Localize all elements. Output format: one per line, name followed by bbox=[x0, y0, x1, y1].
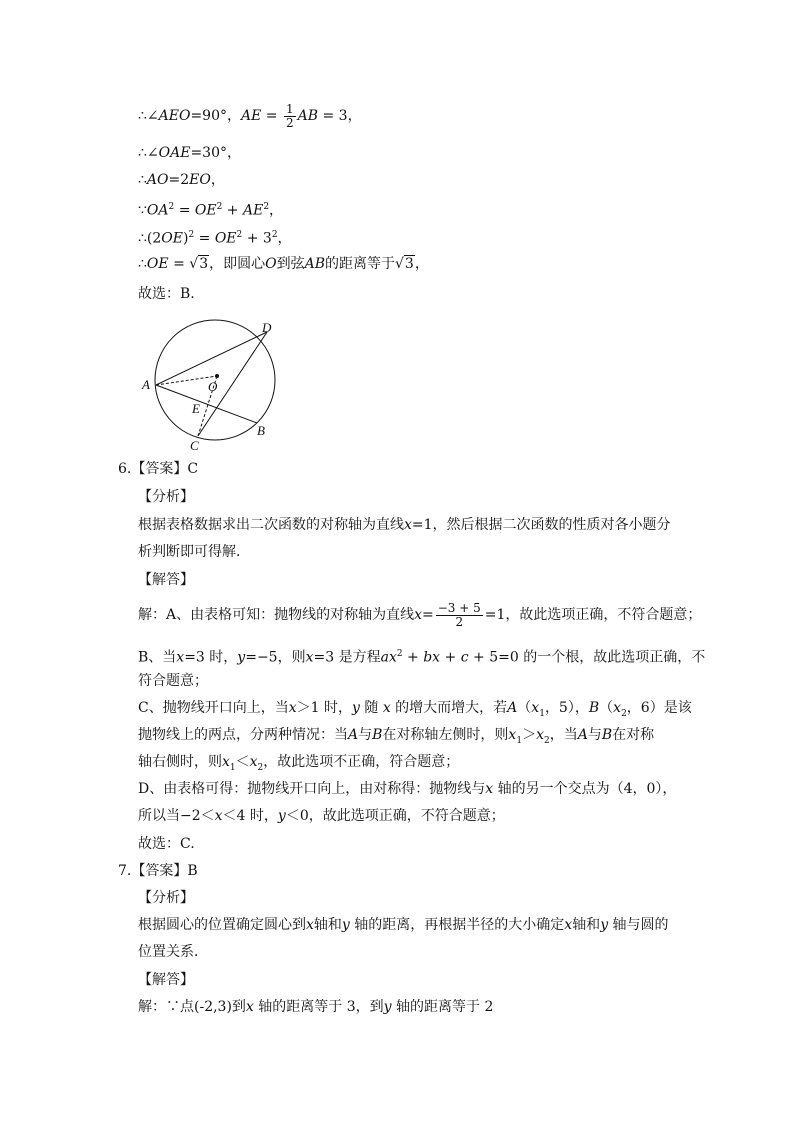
text: ， bbox=[210, 172, 225, 188]
text: 所以当−2＜ bbox=[138, 808, 215, 824]
text: ，即圆心 bbox=[209, 256, 266, 272]
text: =2 bbox=[168, 172, 190, 188]
radicand: 3 bbox=[199, 256, 209, 272]
text: = bbox=[174, 202, 195, 219]
q5-line-1 bbox=[138, 102, 362, 130]
text: x bbox=[305, 649, 314, 666]
subscript: 2 bbox=[257, 762, 264, 773]
text: ，当 bbox=[549, 727, 578, 743]
text: A bbox=[507, 700, 518, 716]
text: ， bbox=[277, 230, 292, 247]
text: =−5，则 bbox=[245, 649, 306, 666]
q6-solution-line-7 bbox=[138, 779, 676, 799]
text: + bbox=[402, 649, 424, 666]
text: x bbox=[508, 727, 517, 743]
q6-solution-line-2 bbox=[138, 644, 705, 668]
text: x bbox=[485, 781, 494, 797]
text: 故选：B. bbox=[138, 286, 195, 302]
text: 在对称轴左侧时，则 bbox=[382, 727, 509, 743]
text: = 3， bbox=[318, 108, 362, 124]
text: OE bbox=[146, 256, 169, 272]
text: ， bbox=[414, 256, 429, 272]
label-C: C bbox=[190, 438, 199, 453]
text: + bbox=[440, 649, 461, 666]
text: 轴的距离等于 3，到 bbox=[253, 999, 384, 1015]
text: =1，故此选项正确，不符合题意； bbox=[484, 607, 702, 623]
text: 的增大而增大，若 bbox=[390, 700, 508, 716]
text: （ bbox=[517, 700, 532, 716]
text: ∴∠ bbox=[138, 108, 159, 124]
text: 的距离等于 bbox=[325, 256, 395, 272]
text: = bbox=[261, 108, 282, 124]
text: O bbox=[265, 256, 277, 272]
text: OE bbox=[214, 230, 237, 247]
text: ，故此选项不正确，符合题意； bbox=[263, 754, 460, 770]
text: OA bbox=[146, 202, 169, 219]
fraction-one-half bbox=[284, 103, 296, 130]
text: 轴右侧时，则 bbox=[138, 754, 222, 770]
section-label: 【解答】 bbox=[138, 972, 194, 988]
numerator: 1 bbox=[285, 101, 294, 116]
text: 与 bbox=[358, 727, 373, 743]
q7-analysis-line-1 bbox=[138, 915, 669, 935]
text: ＜0，故此选项正确，不符合题意； bbox=[285, 808, 505, 824]
text: ∵ bbox=[138, 202, 147, 219]
q5-line-3 bbox=[138, 170, 225, 190]
text: D、由表格可得：抛物线开口向上，由对称得：抛物线与 bbox=[138, 781, 486, 797]
text: x bbox=[222, 754, 230, 770]
text: ax bbox=[380, 649, 397, 666]
text: 轴与圆的 bbox=[608, 917, 669, 933]
text: ∴ bbox=[138, 172, 147, 188]
subscript: 1 bbox=[229, 762, 236, 773]
text: 轴的距离，再根据半径的大小确定 bbox=[349, 917, 565, 933]
text: =3 时， bbox=[184, 649, 238, 666]
text: 位置关系． bbox=[138, 944, 208, 960]
q6-solution-line-8 bbox=[138, 806, 505, 826]
text: AE bbox=[241, 108, 262, 124]
text: ，5）， bbox=[544, 700, 589, 716]
q5-line-5 bbox=[138, 225, 292, 249]
text: =90°， bbox=[190, 108, 241, 124]
text: EO bbox=[189, 172, 211, 188]
text: y bbox=[277, 808, 286, 824]
text: x bbox=[176, 649, 185, 666]
text: = bbox=[422, 607, 434, 623]
denominator: 2 bbox=[285, 115, 294, 130]
text: x bbox=[531, 700, 540, 716]
text: AB bbox=[304, 256, 325, 272]
text: x bbox=[536, 727, 544, 743]
label-A: A bbox=[142, 377, 150, 392]
q6-analysis-line-1 bbox=[138, 515, 671, 535]
text: 在对称 bbox=[612, 727, 655, 743]
superscript: 2 bbox=[168, 202, 175, 212]
text: ) bbox=[182, 230, 189, 247]
text: 随 bbox=[359, 700, 383, 716]
q6-solution-line-3 bbox=[138, 671, 208, 691]
circle-geometry-figure bbox=[136, 316, 296, 456]
denominator: 2 bbox=[455, 614, 464, 629]
text: ＜ bbox=[235, 754, 250, 770]
superscript: 2 bbox=[263, 202, 270, 212]
sqrt-3: √3 bbox=[395, 256, 414, 272]
text: y bbox=[600, 917, 609, 933]
text: x bbox=[214, 808, 223, 824]
text: = bbox=[194, 230, 215, 247]
text: C、抛物线开口向上，当 bbox=[138, 700, 289, 716]
text: 故选：C. bbox=[138, 836, 195, 852]
subscript: 1 bbox=[539, 708, 545, 719]
q6-header bbox=[118, 459, 198, 479]
text: x bbox=[306, 917, 314, 933]
text: ∴(2 bbox=[138, 230, 162, 247]
text: ∴ bbox=[138, 256, 147, 272]
text: = bbox=[168, 256, 190, 272]
q6-solution-line-4 bbox=[138, 698, 692, 724]
text: x bbox=[382, 700, 391, 716]
q7-solution-line-1 bbox=[138, 997, 493, 1017]
sqrt-3: √3 bbox=[189, 256, 209, 272]
text: 轴和 bbox=[313, 917, 342, 933]
text: B bbox=[601, 727, 613, 743]
q7-header bbox=[118, 861, 198, 881]
text: x bbox=[245, 999, 254, 1015]
text: =1，然后根据二次函数的性质对各小题分 bbox=[411, 517, 671, 533]
text: 与 bbox=[587, 727, 602, 743]
q6-solution-line-5 bbox=[138, 725, 654, 751]
q6-solution-label bbox=[138, 570, 194, 590]
superscript: 2 bbox=[188, 230, 195, 240]
text: A bbox=[577, 727, 588, 743]
text: x bbox=[288, 700, 297, 716]
superscript: 2 bbox=[236, 230, 243, 240]
label-D: D bbox=[262, 320, 272, 335]
numerator: −3 + 5 bbox=[437, 600, 481, 615]
label-E: E bbox=[192, 401, 200, 416]
subscript: 2 bbox=[621, 708, 627, 719]
fraction-axis bbox=[436, 602, 483, 629]
text: OAE bbox=[158, 145, 191, 161]
text: x bbox=[414, 607, 423, 623]
text: 根据表格数据求出二次函数的对称轴为直线 bbox=[138, 517, 404, 533]
text: 轴的另一个交点为（4，0）， bbox=[493, 781, 677, 797]
text: B bbox=[588, 700, 600, 716]
text: x bbox=[613, 700, 622, 716]
q6-solution-line-6 bbox=[138, 752, 459, 778]
radicand: 3 bbox=[404, 256, 414, 272]
q6-solution-line-9 bbox=[138, 834, 195, 854]
answer-header: 7.【答案】B bbox=[118, 863, 198, 879]
text: ， bbox=[269, 202, 284, 219]
chord-AB bbox=[156, 385, 257, 423]
text: ＜4 时， bbox=[222, 808, 278, 824]
q5-line-4 bbox=[138, 197, 283, 221]
text: 到弦 bbox=[276, 256, 305, 272]
text: AO bbox=[146, 172, 169, 188]
text: AE bbox=[242, 202, 264, 219]
superscript: 2 bbox=[216, 202, 223, 212]
text: + bbox=[222, 202, 243, 219]
text: + 3 bbox=[242, 230, 272, 247]
text: y bbox=[341, 917, 350, 933]
text: =30°， bbox=[190, 145, 241, 161]
text: AB bbox=[297, 108, 319, 124]
text: ＞ bbox=[522, 727, 537, 743]
text: 轴和 bbox=[572, 917, 601, 933]
text: y bbox=[351, 700, 360, 716]
text: 析判断即可得解． bbox=[138, 544, 250, 560]
text: y bbox=[237, 649, 246, 666]
section-label: 【分析】 bbox=[138, 890, 194, 906]
q6-solution-line-1 bbox=[138, 601, 701, 629]
text: 解：A、由表格可知：抛物线的对称轴为直线 bbox=[138, 607, 415, 623]
label-B: B bbox=[257, 423, 265, 438]
label-O: O bbox=[208, 379, 218, 394]
q6-analysis-label bbox=[138, 487, 194, 507]
text: 抛物线上的两点，分两种情况：当 bbox=[138, 727, 348, 743]
text: 符合题意； bbox=[138, 673, 208, 689]
text: 根据圆心的位置确定圆心到 bbox=[138, 917, 306, 933]
q5-line-2 bbox=[138, 143, 241, 163]
text: （ bbox=[599, 700, 614, 716]
section-label: 【解答】 bbox=[138, 572, 194, 588]
q7-analysis-line-2 bbox=[138, 942, 208, 962]
text: B、当 bbox=[138, 649, 177, 666]
subscript: 1 bbox=[516, 735, 523, 746]
answer-header: 6.【答案】C bbox=[118, 461, 199, 477]
q5-line-6 bbox=[138, 254, 429, 274]
section-label: 【分析】 bbox=[138, 489, 194, 505]
text: x bbox=[564, 917, 573, 933]
text: OE bbox=[194, 202, 217, 219]
q7-analysis-label bbox=[138, 888, 194, 908]
text: bx bbox=[423, 649, 441, 666]
superscript: 2 bbox=[396, 649, 403, 659]
q5-line-7 bbox=[138, 284, 195, 304]
q7-solution-label bbox=[138, 970, 194, 990]
text: 轴的距离等于 2 bbox=[391, 999, 494, 1015]
text: =3 是方程 bbox=[313, 649, 381, 666]
text: OE bbox=[161, 230, 183, 247]
text: 解：∵点(-2,3)到 bbox=[138, 999, 246, 1015]
text: y bbox=[383, 999, 392, 1015]
text: c bbox=[460, 649, 469, 666]
text: A bbox=[348, 727, 359, 743]
text: ，6）是该 bbox=[626, 700, 692, 716]
superscript: 2 bbox=[271, 230, 278, 240]
text: ＞1 时， bbox=[296, 700, 352, 716]
text: x bbox=[249, 754, 258, 770]
text: B bbox=[372, 727, 383, 743]
subscript: 2 bbox=[543, 735, 550, 746]
center-point bbox=[215, 374, 219, 378]
text: AEO bbox=[158, 108, 191, 124]
text: + 5=0 的一个根，故此选项正确，不 bbox=[468, 649, 706, 666]
text: x bbox=[404, 517, 412, 533]
q6-analysis-line-2 bbox=[138, 542, 250, 562]
text: ∴∠ bbox=[138, 145, 159, 161]
